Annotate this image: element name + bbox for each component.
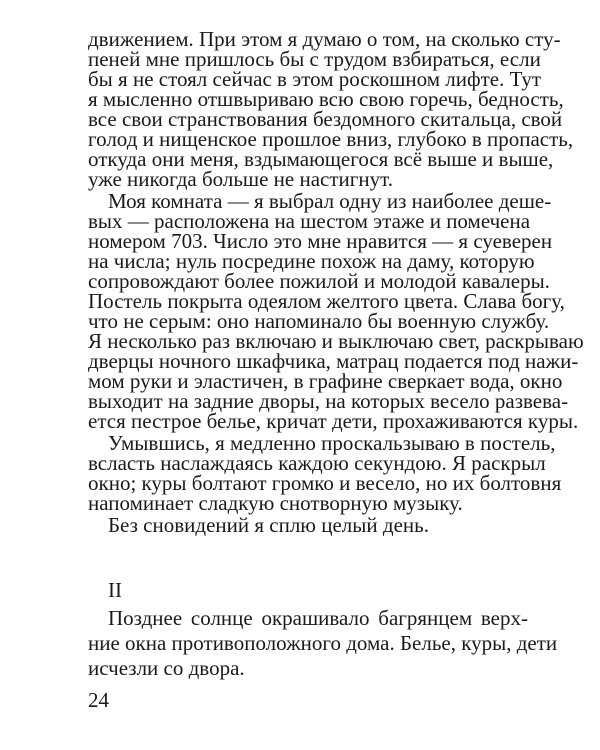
text-line: Я несколько раз включаю и выключаю свет, раскрываю [88,328,584,353]
text-line: исчезли со двора. [88,656,245,680]
text-line: пеней мне пришлось бы с трудом взбираться, если [88,46,541,71]
text-line: бы я не стоял сейчас в этом роскошном лифте. Тут [88,66,542,91]
text-line: мом руки и эластичен, в графине сверкает вода, окно [88,369,563,394]
page-number: 24 [88,688,109,712]
text-line: откуда они меня, вздымающегося всё выше и выше, [88,146,554,171]
text-line: напоминает сладкую снотворную музыку. [88,490,463,515]
section-number: II [108,578,122,602]
text-line: Постель покрыта одеялом желтого цвета. Слава богу, [88,288,565,313]
text-line: номером 703. Число это мне нравится — я суеверен [88,228,553,253]
text-line: все свои странствования бездомного скитальца, свой [88,106,563,131]
text-line: уже никогда больше не настигнут. [88,167,393,191]
text-line: сопровождают более пожилой и молодой кавалеры. [88,268,550,293]
text-line: Без сновидений я сплю целый день. [108,512,429,537]
text-line: голод и нищенское прошлое вниз, глубоко в пропасть, [88,126,574,151]
text-line: Моя комната — я выбрал одну из наиболее деше- [108,188,552,213]
text-line: ние окна противоположного дома. Белье, куры, дети [88,631,558,655]
text-line: Умывшись, я медленно проскальзываю в постель, [108,430,556,455]
text-line: всласть наслаждаясь каждою секундою. Я раскрыл [88,450,546,475]
text-line: Позднее солнце окрашивало багрянцем верх- [108,606,528,630]
text-line: выходит на задние дворы, на которых весело развева- [88,389,569,414]
text-line: на числа; нуль посредине похож на даму, которую [88,248,535,273]
text-line: что не серым: оно напоминало бы военную службу. [88,308,550,333]
text-line: вых — расположена на шестом этаже и помечена [88,208,531,233]
text-line: окно; куры болтают громко и весело, но их болтовня [88,470,562,495]
text-line: я мысленно отшвыриваю всю свою горечь, бедность, [88,86,564,111]
text-line: ется пестрое белье, кричат дети, прохаживаются куры. [88,409,579,434]
text-line: дверцы ночного шкафчика, матрац подается под нажи- [88,349,579,374]
text-line: движением. При этом я думаю о том, на сколько сту- [88,26,561,51]
